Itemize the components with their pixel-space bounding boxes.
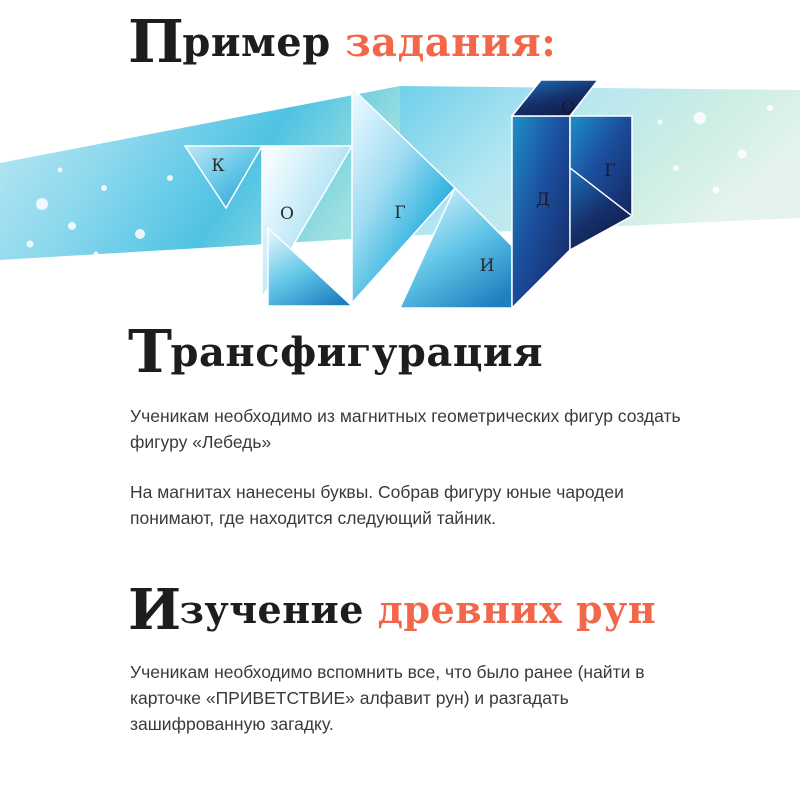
title-transfiguration-rest: рансфигурация <box>170 329 544 376</box>
title-example-rest: ример <box>182 19 346 66</box>
tangram-letter: Г <box>394 203 406 223</box>
dropcap-letter: П <box>128 6 185 76</box>
tangram-letter: К <box>211 156 225 176</box>
transfiguration-paragraph-1 <box>130 404 690 456</box>
tangram-letter: О <box>280 204 294 224</box>
title-runes-rest: зучение <box>179 587 378 632</box>
section-title-runes <box>128 577 657 643</box>
title-runes-accent: древних рун <box>377 587 657 632</box>
dropcap-letter: Т <box>128 316 173 386</box>
paragraph-text: Ученикам необходимо из магнитных геометрических фигур создать фигуру «Лебедь» <box>130 406 681 452</box>
tangram-letter: Г <box>604 161 616 181</box>
title-example-accent: задания: <box>345 19 557 66</box>
transfiguration-paragraph-2 <box>130 480 690 532</box>
paragraph-text: Ученикам необходимо вспомнить все, что было ранее (найти в карточке «ПРИВЕТСТВИЕ» алфавит рун) и разгадать зашифрованную загадку. <box>130 662 645 734</box>
tangram-letter: И <box>479 256 495 276</box>
section-title-transfiguration <box>128 316 544 386</box>
dropcap-letter: И <box>128 577 182 643</box>
tangram-letter: Д <box>536 190 550 210</box>
page-title-example <box>128 6 557 76</box>
paragraph-text: На магнитах нанесены буквы. Собрав фигуру юные чародеи понимают, где находится следующий тайник. <box>130 482 624 528</box>
tangram-banner <box>0 58 800 318</box>
tangram-letter: О <box>561 98 575 118</box>
runes-paragraph-1 <box>130 660 690 738</box>
